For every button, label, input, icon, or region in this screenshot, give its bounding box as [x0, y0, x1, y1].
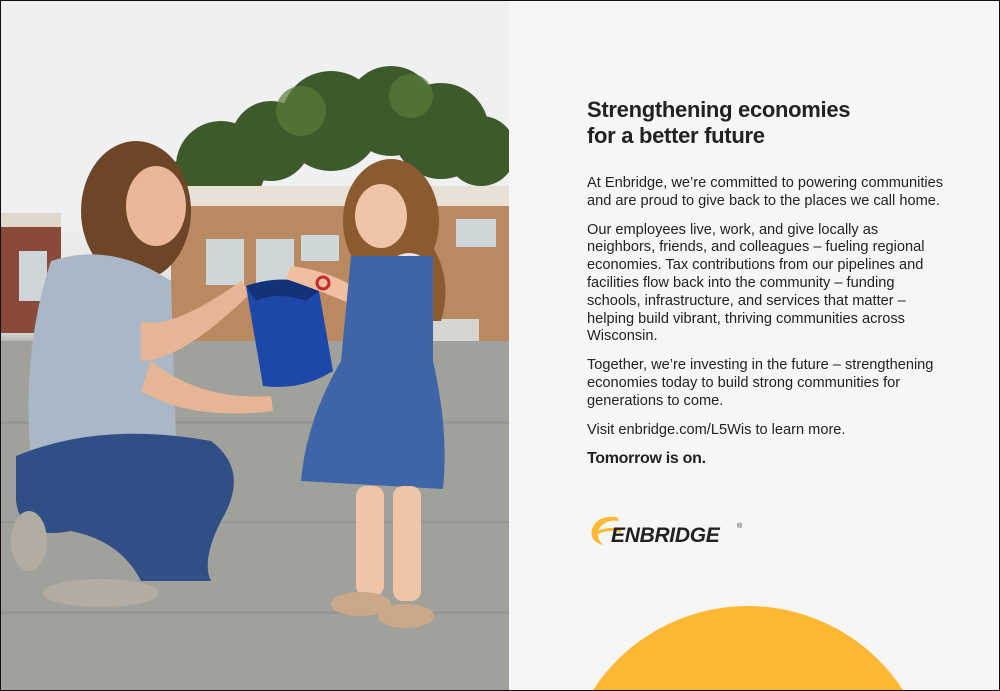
headline-line-1: Strengthening economies — [587, 97, 851, 122]
tagline: Tomorrow is on. — [587, 450, 706, 468]
paragraph-together: Together, we’re investing in the future – strengthening economies today to build strong communities for generations to come. — [587, 357, 934, 409]
photo-mother-daughter — [1, 1, 509, 690]
body-copy — [587, 175, 947, 479]
enbridge-logo — [587, 511, 757, 551]
copy-panel — [509, 1, 999, 690]
photo-illustration — [1, 1, 509, 690]
logo-wordmark: ENBRIDGE — [611, 524, 720, 547]
paragraph-employees: Our employees live, work, and give locally as neighbors, friends, and colleagues – fueling regional economies. Tax contributions from our pipelines and facilities flow back into the community – funding schools, infrastructure, and services that matter – helping build vibrant, thriving communities across Wisconsin. — [587, 221, 925, 345]
trademark-symbol: ® — [737, 523, 743, 530]
paragraph-intro: At Enbridge, we’re committed to powering communities and are proud to give back to the places we call home. — [587, 175, 944, 209]
headline — [587, 97, 967, 149]
headline-line-2: for a better future — [587, 123, 765, 148]
rising-sun-decoration — [563, 601, 933, 690]
paragraph-visit-url: Visit enbridge.com/L5Wis to learn more. — [587, 421, 846, 438]
